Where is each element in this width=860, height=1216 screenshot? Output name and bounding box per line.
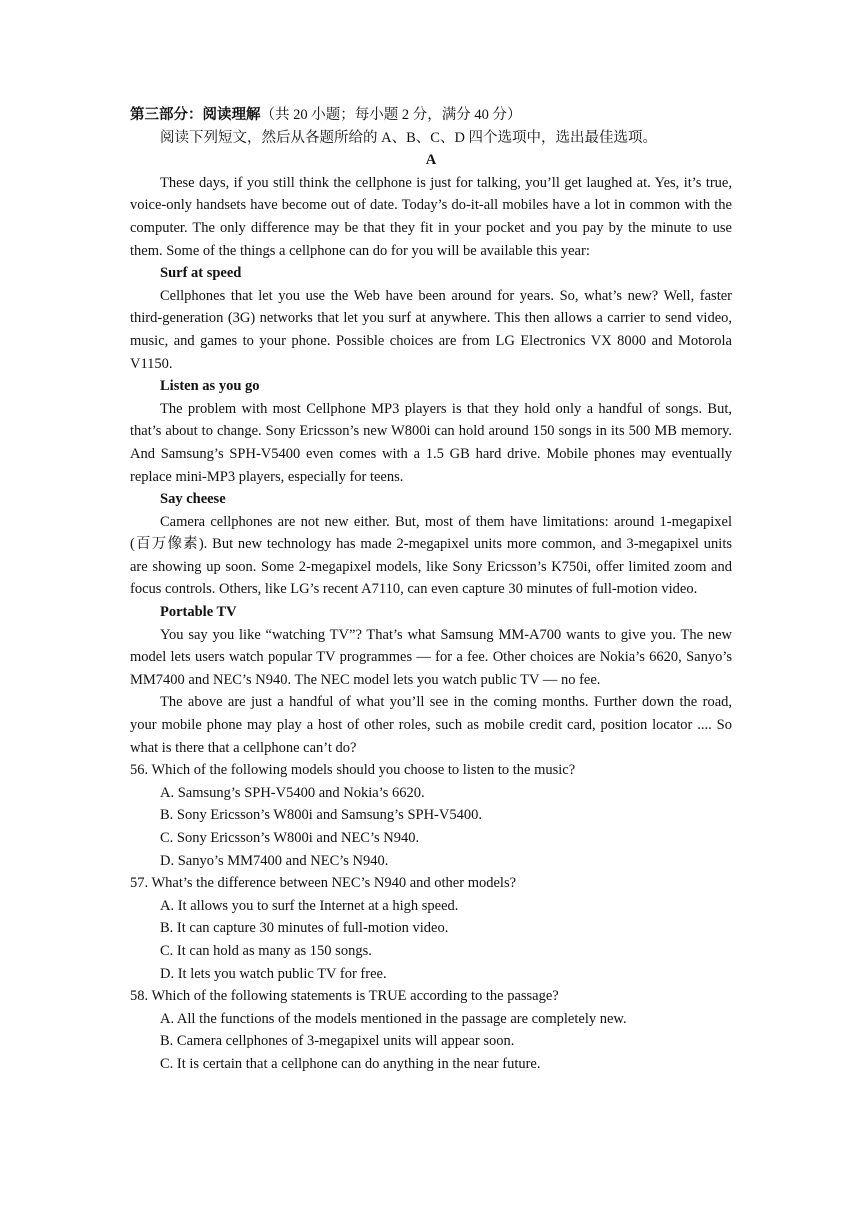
- option-57-c: C. It can hold as many as 150 songs.: [160, 942, 372, 959]
- subheading-surf: Surf at speed: [160, 265, 242, 282]
- option-58-b: B. Camera cellphones of 3-megapixel units will appear soon.: [160, 1033, 515, 1050]
- paragraph-listen: The problem with most Cellphone MP3 players is that they hold only a handful of songs. But, that’s about to change. Sony Ericsson’s new W800i can hold around 150 songs in its 500 MB memory. And Samsung’s SPH-V5400 even comes with a 1.5 GB hard drive. Mobile phones may eventually replace mini-MP3 players, especially for teens.: [130, 400, 732, 485]
- option-57-a: A. It allows you to surf the Internet at a high speed.: [160, 897, 459, 914]
- option-56-c: C. Sony Ericsson’s W800i and NEC’s N940.: [160, 830, 420, 846]
- option-56-d: D. Sanyo’s MM7400 and NEC’s N940.: [160, 852, 389, 869]
- passage-closing: The above are just a handful of what you’ll see in the coming months. Further down the road, your mobile phone may play a host of other roles, such as mobile credit card, position locator .... So what is there that a cellphone can’t do?: [130, 694, 732, 756]
- question-58: 58. Which of the following statements is TRUE according to the passage?: [130, 988, 559, 1005]
- paragraph-tv: You say you like “watching TV”? That’s what Samsung MM-A700 wants to give you. The new model lets users watch popular TV programmes — for a fee. Other choices are Nokia’s 6620, Sanyo’s MM7400 and NEC’s N940. The NEC model lets you watch public TV — no fee.: [130, 626, 732, 688]
- part-scoring: （共 20 小题；每小题 2 分，满分 40 分）: [260, 107, 522, 123]
- paragraph-cheese: Camera cellphones are not new either. But, most of them have limitations: around 1-megapixel (百万像素). But new technology has made 2-megapixel units more common, and 3-megapixel units are showing up soon. Some 2-megapixel models, like Sony Ericsson’s K750i, offer limited zoom and focus controls. Others, like LG’s recent A7110, can even capture 30 minutes of full-motion video.: [130, 513, 732, 598]
- subheading-cheese: Say cheese: [160, 491, 226, 508]
- option-58-a: A. All the functions of the models mentioned in the passage are completely new.: [160, 1010, 627, 1027]
- subheading-tv: Portable TV: [160, 604, 237, 621]
- paragraph-surf: Cellphones that let you use the Web have been around for years. So, what’s new? Well, faster third-generation (3G) networks that let you surf at anywhere. This then allows a carrier to send video, music, and games to your phone. Possible choices are from LG Electronics VX 8000 and Motorola V1150.: [130, 287, 732, 372]
- option-57-b: B. It can capture 30 minutes of full-motion video.: [160, 920, 449, 937]
- part-title: 第三部分：阅读理解: [130, 107, 261, 123]
- passage-label: A: [425, 152, 437, 169]
- question-56: 56. Which of the following models should you choose to listen to the music?: [130, 762, 576, 779]
- option-58-c: C. It is certain that a cellphone can do anything in the near future.: [160, 1055, 541, 1072]
- section-heading: [130, 104, 732, 127]
- option-56-b: B. Sony Ericsson’s W800i and Samsung’s SPH-V5400.: [160, 807, 482, 824]
- option-57-d: D. It lets you watch public TV for free.: [160, 965, 387, 982]
- question-57: 57. What’s the difference between NEC’s N940 and other models?: [130, 875, 517, 892]
- exam-page: [130, 104, 732, 1076]
- instruction: 阅读下列短文，然后从各题所给的 A、B、C、D 四个选项中，选出最佳选项。: [160, 129, 658, 146]
- passage-intro: These days, if you still think the cellphone is just for talking, you’ll get laughed at. Yes, it’s true, voice-only handsets have become out of date. Today’s do-it-all mobiles have a lot in common with the computer. The only difference may be that they fit in your pocket and you pay by the minute to use them. Some of the things a cellphone can do for you will be available this year:: [130, 174, 732, 259]
- option-56-a: A. Samsung’s SPH-V5400 and Nokia’s 6620.: [160, 784, 425, 801]
- subheading-listen: Listen as you go: [160, 378, 260, 395]
